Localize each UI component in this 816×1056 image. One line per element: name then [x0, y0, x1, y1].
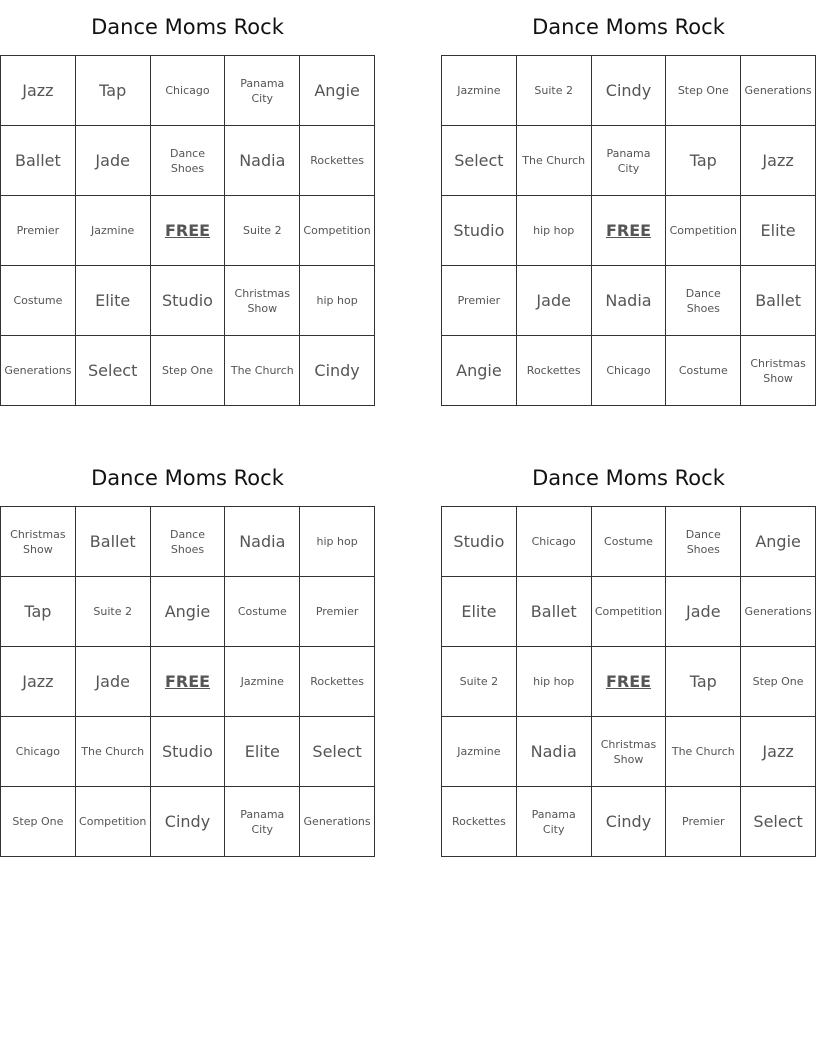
- bingo-cell: Cindy: [151, 787, 226, 857]
- bingo-cell: Nadia: [225, 507, 300, 577]
- free-space-cell: FREE: [151, 647, 226, 717]
- bingo-cell: Elite: [76, 266, 151, 336]
- bingo-cell: Competition: [76, 787, 151, 857]
- bingo-cell: Ballet: [76, 507, 151, 577]
- bingo-cell: Jazmine: [442, 56, 517, 126]
- bingo-cell: Studio: [442, 196, 517, 266]
- bingo-cell: Competition: [300, 196, 375, 266]
- bingo-cell: The Church: [225, 336, 300, 406]
- bingo-cell: Premier: [1, 196, 76, 266]
- bingo-cell: Step One: [151, 336, 226, 406]
- card-title: Dance Moms Rock: [532, 466, 725, 490]
- bingo-cell: Jade: [517, 266, 592, 336]
- bingo-cell: Costume: [666, 336, 741, 406]
- bingo-cell: Elite: [225, 717, 300, 787]
- bingo-card-2: [441, 0, 816, 406]
- bingo-cell: Costume: [225, 577, 300, 647]
- bingo-cell: Tap: [666, 647, 741, 717]
- bingo-cell: Tap: [666, 126, 741, 196]
- bingo-cell: Angie: [741, 507, 816, 577]
- bingo-cell: Suite 2: [76, 577, 151, 647]
- bingo-cell: Chicago: [151, 56, 226, 126]
- free-space-cell: FREE: [592, 647, 667, 717]
- bingo-card-3: [0, 451, 375, 857]
- card-title: Dance Moms Rock: [91, 15, 284, 39]
- bingo-cell: Step One: [741, 647, 816, 717]
- bingo-cell: Suite 2: [517, 56, 592, 126]
- bingo-cell: Nadia: [592, 266, 667, 336]
- bingo-cell: Tap: [1, 577, 76, 647]
- bingo-card-1: [0, 0, 375, 406]
- bingo-cell: The Church: [517, 126, 592, 196]
- bingo-cell: Premier: [300, 577, 375, 647]
- bingo-cell: Select: [300, 717, 375, 787]
- bingo-cell: Generations: [741, 56, 816, 126]
- bingo-grid: [0, 506, 375, 857]
- bingo-cell: The Church: [666, 717, 741, 787]
- bingo-cell: Elite: [442, 577, 517, 647]
- bingo-cell: Competition: [592, 577, 667, 647]
- bingo-grid: [441, 506, 816, 857]
- card-title: Dance Moms Rock: [91, 466, 284, 490]
- bingo-cell: Generations: [741, 577, 816, 647]
- bingo-cell: Select: [76, 336, 151, 406]
- bingo-cell: Dance Shoes: [666, 507, 741, 577]
- bingo-cell: Ballet: [1, 126, 76, 196]
- bingo-cell: Panama City: [592, 126, 667, 196]
- bingo-cell: hip hop: [517, 196, 592, 266]
- bingo-cell: Select: [741, 787, 816, 857]
- bingo-cell: Premier: [442, 266, 517, 336]
- bingo-cell: Christmas Show: [225, 266, 300, 336]
- free-space-cell: FREE: [592, 196, 667, 266]
- bingo-cell: Jade: [76, 647, 151, 717]
- bingo-cell: Dance Shoes: [151, 126, 226, 196]
- bingo-cell: Jazz: [741, 717, 816, 787]
- bingo-cell: Dance Shoes: [151, 507, 226, 577]
- bingo-cell: Nadia: [225, 126, 300, 196]
- bingo-cell: Panama City: [225, 787, 300, 857]
- bingo-cell: Studio: [151, 717, 226, 787]
- bingo-cell: Jade: [666, 577, 741, 647]
- bingo-cell: Jade: [76, 126, 151, 196]
- bingo-cell: Panama City: [517, 787, 592, 857]
- bingo-cell: Jazz: [1, 56, 76, 126]
- bingo-cell: Christmas Show: [592, 717, 667, 787]
- bingo-cell: Panama City: [225, 56, 300, 126]
- bingo-cell: Dance Shoes: [666, 266, 741, 336]
- bingo-cell: hip hop: [517, 647, 592, 717]
- bingo-cell: Costume: [592, 507, 667, 577]
- bingo-cell: Suite 2: [442, 647, 517, 717]
- bingo-cell: Step One: [1, 787, 76, 857]
- bingo-cell: Studio: [151, 266, 226, 336]
- bingo-cell: Ballet: [517, 577, 592, 647]
- bingo-cell: Cindy: [592, 787, 667, 857]
- bingo-cell: Jazz: [741, 126, 816, 196]
- bingo-cell: hip hop: [300, 266, 375, 336]
- bingo-grid: [0, 55, 375, 406]
- bingo-cell: Rockettes: [300, 647, 375, 717]
- bingo-cell: hip hop: [300, 507, 375, 577]
- bingo-cell: Generations: [300, 787, 375, 857]
- free-space-cell: FREE: [151, 196, 226, 266]
- bingo-cell: Studio: [442, 507, 517, 577]
- bingo-cell: Chicago: [1, 717, 76, 787]
- bingo-cell: Chicago: [517, 507, 592, 577]
- bingo-cell: Christmas Show: [741, 336, 816, 406]
- bingo-cell: Nadia: [517, 717, 592, 787]
- bingo-cell: Premier: [666, 787, 741, 857]
- bingo-cell: Angie: [300, 56, 375, 126]
- bingo-cell: Jazmine: [442, 717, 517, 787]
- bingo-cell: Jazz: [1, 647, 76, 717]
- bingo-cell: The Church: [76, 717, 151, 787]
- card-title: Dance Moms Rock: [532, 15, 725, 39]
- bingo-cell: Tap: [76, 56, 151, 126]
- bingo-cell: Rockettes: [300, 126, 375, 196]
- bingo-cell: Step One: [666, 56, 741, 126]
- bingo-cell: Cindy: [300, 336, 375, 406]
- bingo-cell: Rockettes: [517, 336, 592, 406]
- bingo-cell: Rockettes: [442, 787, 517, 857]
- bingo-grid: [441, 55, 816, 406]
- bingo-card-4: [441, 451, 816, 857]
- bingo-cell: Christmas Show: [1, 507, 76, 577]
- bingo-cell: Angie: [151, 577, 226, 647]
- bingo-cell: Competition: [666, 196, 741, 266]
- bingo-cell: Suite 2: [225, 196, 300, 266]
- bingo-cell: Generations: [1, 336, 76, 406]
- bingo-cell: Costume: [1, 266, 76, 336]
- bingo-cell: Chicago: [592, 336, 667, 406]
- bingo-cell: Jazmine: [225, 647, 300, 717]
- bingo-cell: Ballet: [741, 266, 816, 336]
- bingo-cell: Select: [442, 126, 517, 196]
- bingo-cell: Elite: [741, 196, 816, 266]
- bingo-cell: Angie: [442, 336, 517, 406]
- bingo-cell: Jazmine: [76, 196, 151, 266]
- bingo-cell: Cindy: [592, 56, 667, 126]
